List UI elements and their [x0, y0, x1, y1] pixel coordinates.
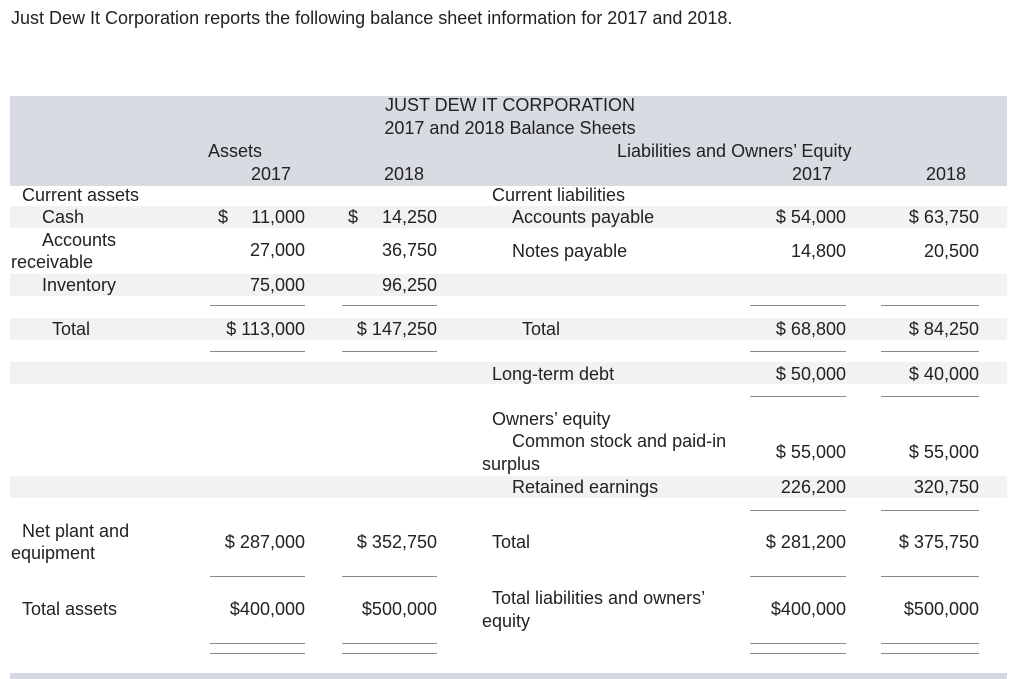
inventory-label: Inventory [42, 275, 117, 295]
liab-year-2018: 2018 [925, 164, 966, 184]
double-rule-line [210, 653, 305, 654]
ap-2017: $ 54,000 [775, 207, 846, 227]
double-rule-line [750, 653, 846, 654]
npe-2017: $ 287,000 [224, 532, 305, 552]
assets-header: Assets [208, 141, 263, 161]
ltd-2018: $ 40,000 [908, 364, 979, 384]
ltd-2017: $ 50,000 [775, 364, 846, 384]
rule-line [750, 576, 846, 577]
owners-equity-label: Owners’ equity [492, 409, 611, 429]
long-term-debt-label: Long-term debt [492, 364, 615, 384]
rule-line [342, 576, 437, 577]
rule-line [750, 305, 846, 306]
row-stripe [10, 206, 1007, 228]
double-rule-line [342, 643, 437, 644]
current-assets-total-label: Total [52, 319, 91, 339]
accounts-receivable-label-2: receivable [11, 252, 94, 272]
common-stock-2018: $ 55,000 [908, 442, 979, 462]
current-liabilities-total-label: Total [522, 319, 561, 339]
total-assets-label: Total assets [22, 599, 118, 619]
npe-label-2: equipment [11, 543, 96, 563]
liab-year-2017: 2017 [791, 164, 832, 184]
row-stripe [10, 476, 1007, 498]
ar-2018: 36,750 [381, 240, 437, 260]
cash-2018: 14,250 [381, 207, 437, 227]
cash-label: Cash [42, 207, 85, 227]
ap-2018: $ 63,750 [908, 207, 979, 227]
current-liabilities-total-2018: $ 84,250 [908, 319, 979, 339]
total-assets-2018: $500,000 [361, 599, 437, 619]
row-stripe [10, 318, 1007, 340]
double-rule-line [342, 653, 437, 654]
assets-year-2018: 2018 [383, 164, 424, 184]
rule-line [210, 305, 305, 306]
rule-line [342, 351, 437, 352]
rule-line [750, 510, 846, 511]
rule-line [881, 576, 979, 577]
accounts-receivable-label-1: Accounts [42, 230, 117, 250]
total-le-2018: $500,000 [903, 599, 979, 619]
np-2017: 14,800 [790, 241, 846, 261]
common-stock-label-2: surplus [482, 454, 541, 474]
retained-earnings-label: Retained earnings [512, 477, 659, 497]
common-stock-label-1: Common stock and paid-in [512, 431, 727, 451]
retained-earnings-2017: 226,200 [780, 477, 846, 497]
row-stripe [10, 274, 1007, 296]
rule-line [210, 351, 305, 352]
inventory-2018: 96,250 [381, 275, 437, 295]
double-rule-line [881, 653, 979, 654]
equity-total-2017: $ 281,200 [765, 532, 846, 552]
rule-line [881, 396, 979, 397]
current-assets-total-2018: $ 147,250 [356, 319, 437, 339]
equity-total-2018: $ 375,750 [898, 532, 979, 552]
current-liabilities-total-2017: $ 68,800 [775, 319, 846, 339]
cash-dollar-2018: $ [348, 207, 359, 227]
double-rule-line [750, 643, 846, 644]
rule-line [750, 396, 846, 397]
table-bottom-bar [10, 673, 1007, 679]
sheet-subtitle: 2017 and 2018 Balance Sheets [384, 118, 636, 138]
notes-payable-label: Notes payable [512, 241, 628, 261]
current-assets-label: Current assets [22, 185, 140, 205]
rule-line [881, 305, 979, 306]
common-stock-2017: $ 55,000 [775, 442, 846, 462]
current-liabilities-label: Current liabilities [492, 185, 626, 205]
rule-line [881, 351, 979, 352]
liabilities-header: Liabilities and Owners’ Equity [617, 141, 852, 161]
npe-label-1: Net plant and [22, 521, 130, 541]
rule-line [210, 576, 305, 577]
retained-earnings-2018: 320,750 [913, 477, 979, 497]
equity-total-label: Total [492, 532, 531, 552]
rule-line [750, 351, 846, 352]
total-le-label-2: equity [482, 611, 531, 631]
rule-line [881, 510, 979, 511]
current-assets-total-2017: $ 113,000 [226, 319, 305, 339]
total-assets-2017: $400,000 [229, 599, 305, 619]
total-le-label-1: Total liabilities and owners’ [492, 588, 706, 608]
ar-2017: 27,000 [249, 240, 305, 260]
rule-line [342, 305, 437, 306]
npe-2018: $ 352,750 [356, 532, 437, 552]
total-le-2017: $400,000 [770, 599, 846, 619]
double-rule-line [881, 643, 979, 644]
assets-year-2017: 2017 [250, 164, 291, 184]
company-title: JUST DEW IT CORPORATION [384, 95, 635, 115]
intro-text: Just Dew It Corporation reports the following balance sheet information for 2017 and 2018. [11, 8, 733, 28]
double-rule-line [210, 643, 305, 644]
np-2018: 20,500 [923, 241, 979, 261]
cash-dollar-2017: $ [218, 207, 229, 227]
accounts-payable-label: Accounts payable [512, 207, 655, 227]
inventory-2017: 75,000 [249, 275, 305, 295]
cash-2017: 11,000 [251, 207, 305, 227]
